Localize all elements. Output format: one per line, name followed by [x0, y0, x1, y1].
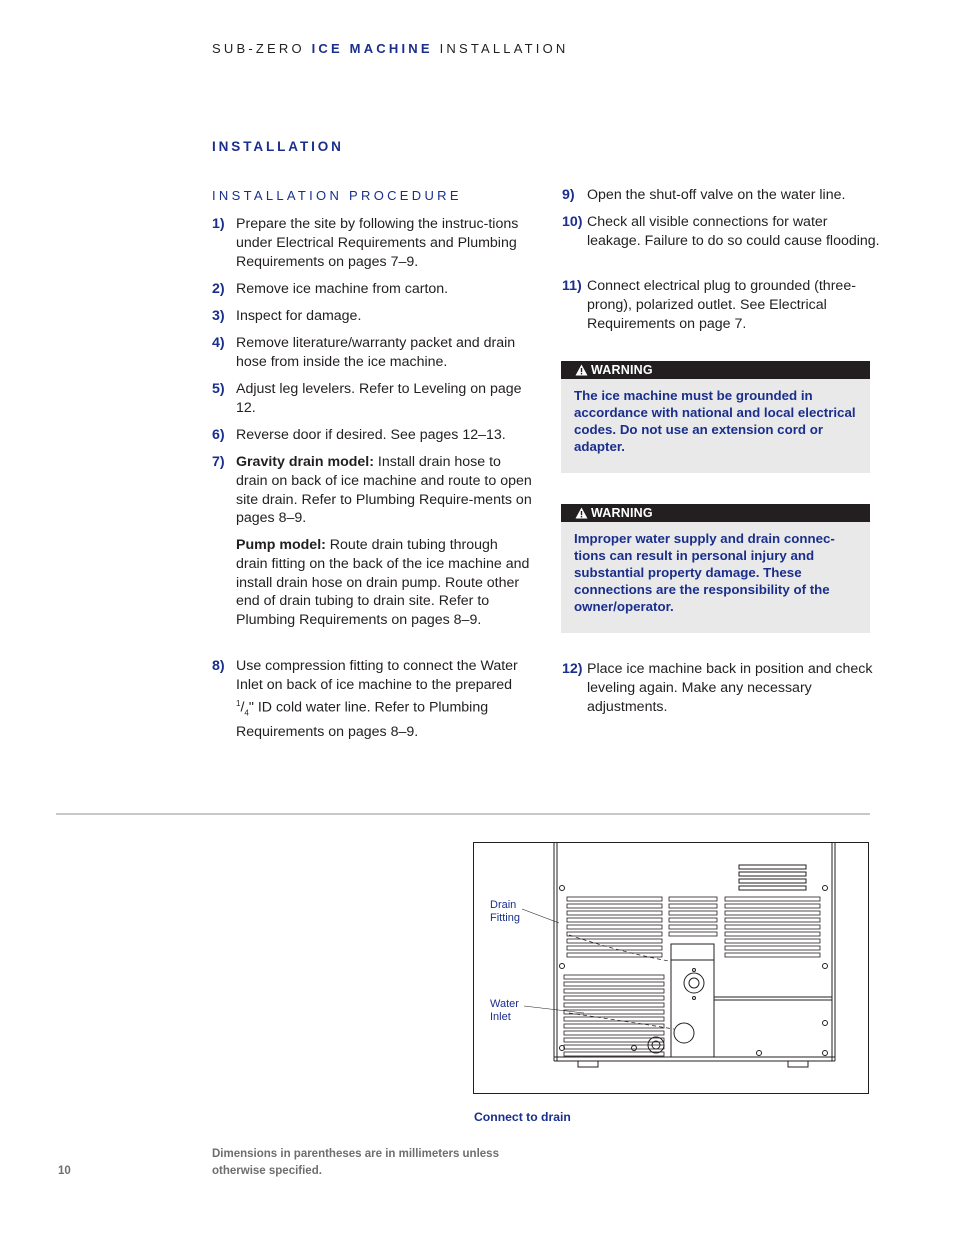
step-text — [236, 453, 532, 528]
vent-slat — [564, 1017, 664, 1021]
step-text: Check all visible connections for water leakage. Failure to do so could cause flooding. — [587, 214, 880, 249]
vent-slat — [669, 925, 717, 929]
vent-slat — [669, 904, 717, 908]
step-number: 11) — [562, 278, 582, 294]
vent-slat — [725, 925, 820, 929]
water-inlet-label-line1: Water — [490, 998, 519, 1010]
running-header — [212, 41, 569, 56]
vent-slat — [564, 996, 664, 1000]
vent-slat — [725, 904, 820, 908]
warning-label: WARNING — [591, 506, 653, 520]
vent-slat — [669, 911, 717, 915]
header-product: ICE MACHINE — [311, 41, 433, 56]
water-inlet-label — [490, 998, 519, 1024]
water-inlet-label-line2: Inlet — [490, 1011, 511, 1023]
step-text-body: Route drain tubing through drain fitting on the back of the ice machine and install drain hose on drain pump. Route other end of drain tubing to drain site. Refer to Plumbing Requirements on pages 8–9. — [236, 537, 530, 629]
vent-slat — [725, 946, 820, 950]
step-number: 6) — [212, 427, 225, 443]
vent-slat — [725, 953, 820, 957]
step-number: 3) — [212, 308, 225, 324]
subsection-title: INSTALLATION PROCEDURE — [212, 188, 462, 203]
warning-bar — [561, 361, 870, 379]
step-number: 12) — [562, 661, 583, 677]
vent-slat — [564, 1024, 664, 1028]
header-brand: SUB-ZERO — [212, 41, 305, 56]
step-text: Reverse door if desired. See pages 12–13. — [236, 427, 506, 443]
warning-triangle-icon — [575, 507, 588, 519]
step-bold-label: Pump model: — [236, 537, 326, 553]
section-divider — [56, 813, 870, 815]
step-text: Remove literature/warranty packet and drain hose from inside the ice machine. — [236, 335, 516, 370]
vent-slat — [567, 939, 662, 943]
step-number: 7) — [212, 454, 225, 470]
page-number: 10 — [58, 1165, 71, 1177]
vent-slat — [669, 897, 717, 901]
figure-caption: Connect to drain — [474, 1110, 571, 1124]
step-text: Place ice machine back in position and check leveling again. Make any necessary adjustments. — [587, 661, 873, 715]
step-text: Inspect for damage. — [236, 308, 362, 324]
warning-box-grounding — [561, 361, 870, 473]
step-number: 4) — [212, 335, 225, 351]
step-number: 5) — [212, 381, 225, 397]
step-number: 8) — [212, 658, 225, 674]
warning-box-water-supply — [561, 504, 870, 633]
warning-triangle-icon — [575, 364, 588, 376]
step-text: Connect electrical plug to grounded (three-prong), polarized outlet. See Electrical Requirements on page 7. — [587, 278, 856, 332]
section-title: INSTALLATION — [212, 139, 344, 154]
fraction-numerator: 1 — [236, 698, 241, 708]
vent-slat — [567, 911, 662, 915]
vent-slat — [725, 911, 820, 915]
ice-machine-rear-drawing — [474, 843, 868, 1093]
warning-bar — [561, 504, 870, 522]
header-section: INSTALLATION — [439, 41, 569, 56]
step-number: 1) — [212, 216, 225, 232]
step-text — [236, 536, 532, 630]
step-text-body: Install drain hose to drain on back of ice machine and route to open site drain. Refer to Plumbing Require-ments on pages 8–9. — [236, 454, 532, 527]
step-text: Remove ice machine from carton. — [236, 281, 449, 297]
vent-slat — [725, 939, 820, 943]
step-number: 10) — [562, 214, 583, 230]
drain-fitting-label-line2: Fitting — [490, 912, 520, 924]
vent-slat — [669, 932, 717, 936]
vent-slat — [567, 897, 662, 901]
vent-slat — [564, 1031, 664, 1035]
vent-slat — [725, 932, 820, 936]
vent-slat — [567, 946, 662, 950]
vent-slat — [725, 897, 820, 901]
vent-slat — [567, 904, 662, 908]
vent-slat — [564, 1052, 664, 1056]
ice-machine-rear-illustration — [473, 842, 869, 1094]
vent-slat — [669, 918, 717, 922]
step-text-a: Use compression fitting to connect the Water Inlet on back of ice machine to the prepared — [236, 658, 518, 693]
warning-text: Improper water supply and drain connec-tions can result in personal injury and substantial property damage. These connections are the responsibility of the owner/operator. — [574, 531, 835, 614]
warning-label: WARNING — [591, 363, 653, 377]
step-bold-label: Gravity drain model: — [236, 454, 374, 470]
vent-slat — [567, 932, 662, 936]
step-text: Adjust leg levelers. Refer to Leveling on page 12. — [236, 381, 522, 416]
warning-text: The ice machine must be grounded in accordance with national and local electrical codes. Do not use an extension cord or adapter. — [574, 388, 856, 454]
fraction-denominator: 4 — [244, 708, 249, 718]
drain-fitting-label-line1: Drain — [490, 899, 517, 911]
vent-slat — [564, 1003, 664, 1007]
vent-slat — [564, 975, 664, 979]
step-text: Use compression fitting to connect the Water Inlet on back of ice machine to the prepared $^1/_4$" ID cold water line. Refer to Plumbing Requirements on pages 8–9. — [236, 658, 518, 740]
vent-slat — [567, 925, 662, 929]
vent-slat — [725, 918, 820, 922]
vent-slat — [567, 953, 662, 957]
step-text: Open the shut-off valve on the water line. — [587, 187, 846, 203]
step-text: Prepare the site by following the instruc-tions under Electrical Requirements and Plumbing Requirements on pages 7–9. — [236, 216, 519, 270]
vent-slat — [564, 982, 664, 986]
dimensions-note: Dimensions in parentheses are in millimeters unless otherwise specified. — [212, 1148, 499, 1177]
vent-slat — [564, 989, 664, 993]
step-number: 2) — [212, 281, 225, 297]
vent-slat — [567, 918, 662, 922]
step-number: 9) — [562, 187, 575, 203]
vent-slat — [564, 1010, 664, 1014]
step-text-b: " ID cold water line. Refer to Plumbing Requirements on pages 8–9. — [236, 699, 489, 740]
drain-fitting-label — [490, 899, 520, 925]
